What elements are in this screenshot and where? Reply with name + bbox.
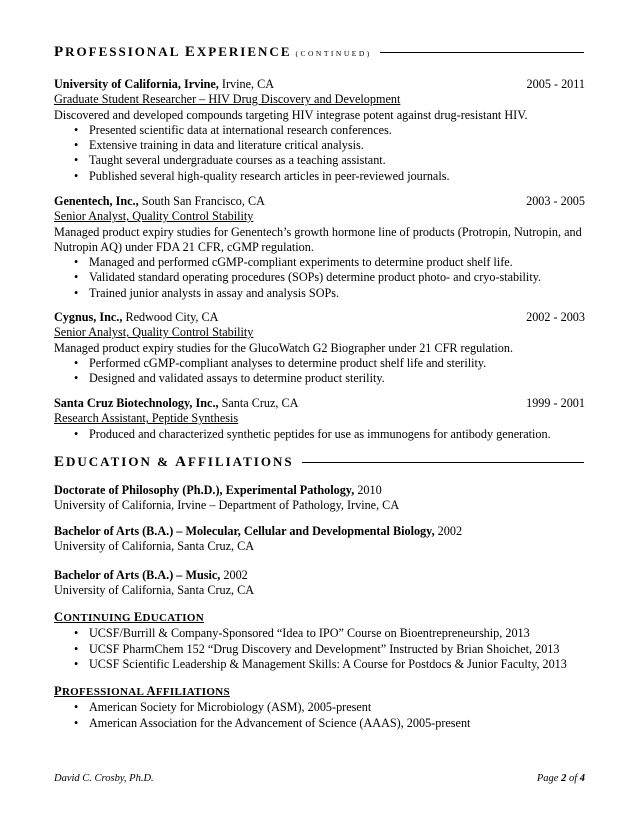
job-bullets [54,123,585,184]
job-dates: 2002 - 2003 [526,310,585,324]
experience-title: PROFESSIONAL EXPERIENCE (CONTINUED) [54,44,372,60]
degree-ba-music [54,568,585,599]
job-uci [54,77,585,184]
job-location: Santa Cruz, CA [218,396,299,410]
list-item: • Published several high-quality research articles in peer-reviewed journals. [54,169,585,184]
degree-school: University of California, Santa Cruz, CA [54,539,255,554]
job-dates: 2003 - 2005 [526,194,585,208]
continuing-education [54,610,585,672]
job-location: Irvine, CA [218,77,275,91]
list-item: • Extensive training in data and literature critical analysis. [54,138,585,153]
degree-phd [54,483,585,514]
list-item: • Designed and validated assays to determine product sterility. [54,371,585,386]
education-title: EDUCATION & AFFILIATIONS [54,454,294,470]
footer-author: David C. Crosby, Ph.D. [54,773,154,784]
list-item: • Presented scientific data at international research conferences. [54,123,585,138]
job-title: Graduate Student Researcher – HIV Drug Discovery and Development [54,92,401,107]
degree-school: University of California, Santa Cruz, CA [54,583,255,598]
job-genentech [54,194,585,301]
job-org: Santa Cruz Biotechnology, Inc., [54,396,219,410]
job-bullets [54,255,585,301]
job-title: Senior Analyst, Quality Control Stability [54,325,254,340]
page-footer [54,773,585,784]
degree-ba-mcdb [54,524,585,555]
job-org: University of California, Irvine, [54,77,219,91]
job-org: Genentech, Inc., [54,194,139,208]
job-summary: Managed product expiry studies for Genentech’s growth hormone line of products (Protropin, Nutropin, and Nutropin AQ) under FDA 21 CFR, cGMP regulation. [54,224,582,254]
professional-affiliations-heading: PROFESSIONAL AFFILIATIONS [54,684,230,698]
degree-school: University of California, Irvine – Department of Pathology, Irvine, CA [54,498,400,513]
affiliations-list [54,700,585,731]
list-item: • Performed cGMP-compliant analyses to determine product shelf life and sterility. [54,356,585,371]
page-number: Page 2 of 4 [536,773,585,784]
job-location: Redwood City, CA [122,310,219,324]
list-item: • UCSF/Burrill & Company-Sponsored “Idea to IPO” Course on Bioentrepreneurship, 2013 [54,626,585,641]
list-item: • Managed and performed cGMP-compliant experiments to determine product shelf life. [54,255,585,270]
degree-name: Bachelor of Arts (B.A.) – Molecular, Cellular and Developmental Biology, [54,524,435,538]
degree-name: Bachelor of Arts (B.A.) – Music, [54,568,221,582]
continuing-education-list [54,626,585,672]
list-item: • American Association for the Advancement of Science (AAAS), 2005-present [54,716,585,731]
degree-year: 2010 [354,483,382,497]
job-bullets [54,427,585,442]
job-title: Senior Analyst, Quality Control Stability [54,209,254,224]
degree-name: Doctorate of Philosophy (Ph.D.), Experimental Pathology, [54,483,355,497]
job-cygnus [54,310,585,386]
job-summary: Discovered and developed compounds targeting HIV integrase potent against drug-resistant HIV. [54,107,528,122]
job-santa-cruz-biotech [54,396,585,442]
job-dates: 2005 - 2011 [526,77,585,91]
job-bullets [54,356,585,387]
job-dates: 1999 - 2001 [526,396,585,410]
list-item: • Validated standard operating procedures (SOPs) determine product photo- and cryo-stability. [54,270,585,285]
degree-year: 2002 [220,568,248,582]
job-org: Cygnus, Inc., [54,310,123,324]
job-location: South San Francisco, CA [138,194,265,208]
list-item: • Taught several undergraduate courses as a teaching assistant. [54,153,585,168]
list-item: • Trained junior analysts in assay and analysis SOPs. [54,286,585,301]
continuing-education-heading: CONTINUING EDUCATION [54,610,204,624]
education-header [54,454,584,471]
degree-year: 2002 [434,524,463,538]
experience-rule [380,52,584,53]
list-item: • UCSF PharmChem 152 “Drug Discovery and Development” Instructed by Brian Shoichet, 2013 [54,642,585,657]
job-title: Research Assistant, Peptide Synthesis [54,411,239,426]
list-item: • Produced and characterized synthetic peptides for use as immunogens for antibody generation. [54,427,585,442]
list-item: • UCSF Scientific Leadership & Management Skills: A Course for Postdocs & Junior Faculty, 2013 [54,657,585,672]
job-summary: Managed product expiry studies for the GlucoWatch G2 Biographer under 21 CFR regulation. [54,340,513,355]
professional-affiliations [54,684,585,731]
education-rule [302,462,584,463]
list-item: • American Society for Microbiology (ASM), 2005-present [54,700,585,715]
experience-header [54,44,584,61]
